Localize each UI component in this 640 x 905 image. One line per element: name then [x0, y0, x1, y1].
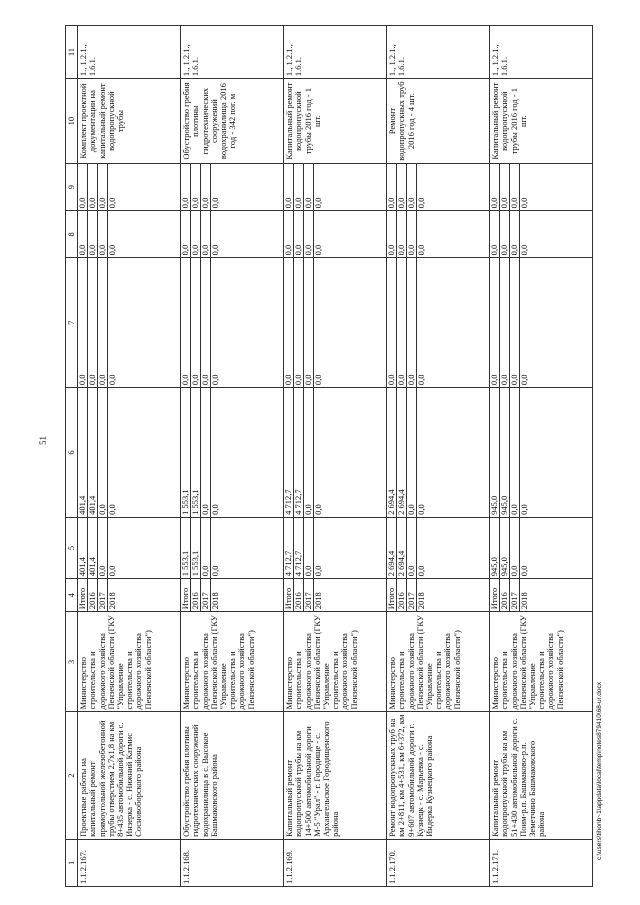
col7-values-value: 0,0 — [416, 374, 427, 386]
col9-values-value: 0,0 — [181, 164, 191, 210]
header-col-3: 3 — [66, 612, 78, 712]
table-row — [490, 26, 593, 887]
col8-values-value: 0,0 — [510, 211, 520, 257]
col8-values-value: 0,0 — [78, 211, 88, 257]
years — [387, 579, 490, 612]
col7-values-value: 0,0 — [500, 258, 510, 387]
header-col-6: 6 — [66, 388, 78, 518]
col9-values — [78, 164, 181, 211]
table-body — [78, 26, 593, 887]
col9-values-value: 0,0 — [210, 197, 221, 209]
col8-values-value: 0,0 — [294, 211, 304, 257]
col9-values-value: 0,0 — [201, 164, 211, 210]
col7-values-value: 0,0 — [210, 374, 221, 386]
expected-result: Комплект проектной документации на капитальный ремонт водопропускной трубы — [78, 79, 181, 164]
col6-values — [284, 388, 387, 518]
col8-values-value: 0,0 — [387, 211, 397, 257]
col9-values-value: 0,0 — [387, 164, 397, 210]
col6-values — [78, 388, 181, 518]
col7-values-value: 0,0 — [98, 258, 108, 387]
header-col-4: 4 — [66, 579, 78, 612]
years — [284, 579, 387, 612]
col6-values-value: 401,4 — [88, 388, 98, 517]
col6-values-value: 4 712,7 — [284, 388, 294, 517]
responsible-org: Министерство строительства и дорожного хозяйства Пензенской области (ГКУ "Управление строительства и дорожного хозяйства Пензенской области") — [284, 612, 387, 712]
indicator-ref: 1., 1.2.1., 1.6.1. — [78, 26, 181, 79]
col5-values-value: 0,0 — [407, 518, 417, 578]
col6-values-value: 0,0 — [201, 388, 211, 517]
col7-values-value: 0,0 — [519, 374, 530, 386]
col8-values — [284, 211, 387, 258]
table-row — [78, 26, 181, 887]
years-value: 2018 — [519, 592, 530, 610]
col5-values-value: 0,0 — [210, 565, 221, 577]
years-value: 2018 — [313, 592, 324, 610]
col8-values-value: 0,0 — [181, 211, 191, 257]
col8-values — [181, 211, 284, 258]
col9-values — [490, 164, 593, 211]
col6-values-value: 1 553,1 — [191, 388, 201, 517]
col7-values-value: 0,0 — [181, 258, 191, 387]
col5-values-value: 0,0 — [107, 565, 118, 577]
col6-values-value: 4 712,7 — [294, 388, 304, 517]
col8-values-value: 0,0 — [304, 211, 314, 257]
col9-values-value: 0,0 — [519, 197, 530, 209]
col7-values-value: 0,0 — [88, 258, 98, 387]
header-col-8: 8 — [66, 211, 78, 258]
col8-values-value: 0,0 — [201, 211, 211, 257]
col6-values-value: 945,0 — [490, 388, 500, 517]
col9-values-value: 0,0 — [191, 164, 201, 210]
indicator-ref: 1., 1.2.1., 1.6.1. — [181, 26, 284, 79]
col5-values-value: 401,4 — [88, 518, 98, 578]
col7-values-value: 0,0 — [407, 258, 417, 387]
table-row — [284, 26, 387, 887]
years-value: 2018 — [107, 592, 118, 610]
col9-values — [284, 164, 387, 211]
years-value: 2016 — [500, 579, 510, 611]
col5-values-value: 945,0 — [490, 518, 500, 578]
years-value: Итого — [181, 579, 191, 611]
col8-values-value: 0,0 — [210, 244, 221, 256]
col6-values-value: 0,0 — [519, 504, 530, 515]
rotated-table-container — [65, 25, 586, 887]
years-value: 2017 — [98, 579, 108, 611]
col6-values-value: 0,0 — [210, 504, 221, 515]
col6-values — [387, 388, 490, 518]
years-value: 2016 — [397, 579, 407, 611]
program-table — [65, 25, 593, 887]
col9-values-value: 0,0 — [88, 164, 98, 210]
col5-values — [284, 517, 387, 578]
col5-values-value: 2 694,4 — [397, 518, 407, 578]
col9-values-value: 0,0 — [407, 164, 417, 210]
col7-values-value: 0,0 — [387, 258, 397, 387]
col8-values-value: 0,0 — [490, 211, 500, 257]
col8-values-value: 0,0 — [88, 211, 98, 257]
col6-values-value: 0,0 — [416, 504, 427, 515]
col9-values — [387, 164, 490, 211]
col9-values-value: 0,0 — [490, 164, 500, 210]
expected-result: Капитальный ремонт водопропускной трубы 2016 год - 1 шт. — [284, 79, 387, 164]
indicator-ref: 1., 1.2.1., 1.6.1. — [387, 26, 490, 79]
col5-values — [490, 517, 593, 578]
col7-values-value: 0,0 — [78, 258, 88, 387]
col7-values — [284, 258, 387, 388]
years-value: 2016 — [88, 579, 98, 611]
col8-values-value: 0,0 — [284, 211, 294, 257]
expected-result: Обустройство гребня плотины гидротехнических сооружений водохранилища 2016 год - 342 пог. м — [181, 79, 284, 164]
header-row — [66, 26, 78, 887]
years — [181, 579, 284, 612]
col9-values-value: 0,0 — [284, 164, 294, 210]
col5-values-value: 401,4 — [78, 518, 88, 578]
responsible-org: Министерство строительства и дорожного хозяйства Пензенской области (ГКУ "Управление строительства и дорожного хозяйства Пензенской области") — [78, 612, 181, 712]
col6-values-value: 0,0 — [98, 388, 108, 517]
years-value: 2018 — [416, 592, 427, 610]
col5-values-value: 2 694,4 — [387, 518, 397, 578]
expected-result: Капитальный ремонт водопропускной трубы 2016 год - 1 шт. — [490, 79, 593, 164]
activity-name: Ремонт водопропускных труб на км 2+811, км 4+531, км 6+372, км 9+607 автомобильной дороги г. Кузнецк - с. Марьевка - с. Индерка Кузнецкого района — [387, 712, 490, 839]
activity-name: Обустройство гребня плотины гидротехнических сооружений водохранилища в с. Высокое Башмаковского района — [181, 712, 284, 839]
row-number: 1.1.2.171. — [490, 839, 593, 886]
col6-values-value: 0,0 — [304, 388, 314, 517]
footer-file-path: c:\users\tihonb~1\appdata\local\temp\notes879410\68-ur.docx — [596, 682, 603, 860]
col5-values — [78, 517, 181, 578]
header-col-7: 7 — [66, 258, 78, 388]
col8-values — [490, 211, 593, 258]
col9-values-value: 0,0 — [304, 164, 314, 210]
col7-values — [78, 258, 181, 388]
years-value: 2017 — [304, 579, 314, 611]
col8-values-value: 0,0 — [191, 211, 201, 257]
col5-values-value: 0,0 — [304, 518, 314, 578]
col6-values — [490, 388, 593, 518]
col6-values-value: 401,4 — [78, 388, 88, 517]
col8-values-value: 0,0 — [407, 211, 417, 257]
col8-values-value: 0,0 — [397, 211, 407, 257]
indicator-ref: 1., 1.2.1., 1.6.1. — [490, 26, 593, 79]
col8-values — [387, 211, 490, 258]
header-col-11: 11 — [66, 26, 78, 79]
col7-values-value: 0,0 — [191, 258, 201, 387]
col9-values-value: 0,0 — [416, 197, 427, 209]
col5-values-value: 4 712,7 — [294, 518, 304, 578]
row-number: 1.1.2.168. — [181, 839, 284, 886]
col8-values-value: 0,0 — [313, 244, 324, 256]
col9-values-value: 0,0 — [98, 164, 108, 210]
col6-values-value: 0,0 — [313, 504, 324, 515]
col5-values — [181, 517, 284, 578]
col7-values-value: 0,0 — [510, 258, 520, 387]
indicator-ref: 1., 1.2.1., 1.6.1. — [284, 26, 387, 79]
years-value: 2018 — [210, 592, 221, 610]
col5-values-value: 1 553,1 — [181, 518, 191, 578]
col5-values-value: 0,0 — [416, 565, 427, 577]
col7-values-value: 0,0 — [284, 258, 294, 387]
years-value: Итого — [387, 579, 397, 611]
col8-values — [78, 211, 181, 258]
col7-values-value: 0,0 — [490, 258, 500, 387]
responsible-org: Министерство строительства и дорожного хозяйства Пензенской области (ГКУ "Управление строительства и дорожного хозяйства Пензенской области") — [181, 612, 284, 712]
col5-values-value: 4 712,7 — [284, 518, 294, 578]
col5-values-value: 0,0 — [510, 518, 520, 578]
col5-values-value: 0,0 — [519, 565, 530, 577]
col7-values — [490, 258, 593, 388]
header-col-9: 9 — [66, 164, 78, 211]
col5-values-value: 0,0 — [313, 565, 324, 577]
years — [78, 579, 181, 612]
years-value: 2016 — [191, 579, 201, 611]
col7-values — [387, 258, 490, 388]
activity-name: Капитальный ремонт водопропускной трубы на км 14+500 автомобильной дороги М-5 "Урал" - г. Городище - с. Архангельское Городищенского района — [284, 712, 387, 839]
col8-values-value: 0,0 — [519, 244, 530, 256]
col6-values-value: 945,0 — [500, 388, 510, 517]
col7-values-value: 0,0 — [107, 374, 118, 386]
table-row — [387, 26, 490, 887]
row-number: 1.1.2.169. — [284, 839, 387, 886]
col6-values-value: 0,0 — [107, 504, 118, 515]
col9-values-value: 0,0 — [107, 197, 118, 209]
activity-name: Проектные работы на капитальный ремонт прямоугольной железобетонной трубы отверстием 2,7х1,8 на км 8+435 автомобильной дороги с. Инзерка - с. Нижний Катмис Сосновоборского района — [78, 712, 181, 839]
row-number: 1.1.2.167. — [78, 839, 181, 886]
years-value: 2017 — [201, 579, 211, 611]
col8-values-value: 0,0 — [98, 211, 108, 257]
expected-result: Ремонт водопропускных труб 2016 год - 4 шт. — [387, 79, 490, 164]
col8-values-value: 0,0 — [416, 244, 427, 256]
col8-values-value: 0,0 — [107, 244, 118, 256]
row-number: 1.1.2.170. — [387, 839, 490, 886]
header-col-1: 1 — [66, 839, 78, 886]
col9-values-value: 0,0 — [313, 197, 324, 209]
col7-values-value: 0,0 — [397, 258, 407, 387]
col9-values-value: 0,0 — [397, 164, 407, 210]
col8-values-value: 0,0 — [500, 211, 510, 257]
table-row — [181, 26, 284, 887]
responsible-org: Министерство строительства и дорожного хозяйства Пензенской области (ГКУ "Управление строительства и дорожного хозяйства Пензенской области") — [490, 612, 593, 712]
years — [490, 579, 593, 612]
years-value: 2016 — [294, 579, 304, 611]
header-col-10: 10 — [66, 79, 78, 164]
header-col-2: 2 — [66, 712, 78, 839]
col9-values-value: 0,0 — [510, 164, 520, 210]
col7-values-value: 0,0 — [313, 374, 324, 386]
col9-values-value: 0,0 — [78, 164, 88, 210]
col5-values — [387, 517, 490, 578]
col7-values-value: 0,0 — [304, 258, 314, 387]
col9-values — [181, 164, 284, 211]
responsible-org: Министерство строительства и дорожного хозяйства Пензенской области (ГКУ "Управление строительства и дорожного хозяйства Пензенской области") — [387, 612, 490, 712]
years-value: 2017 — [510, 579, 520, 611]
years-value: 2017 — [407, 579, 417, 611]
col6-values-value: 0,0 — [407, 388, 417, 517]
years-value: Итого — [490, 579, 500, 611]
col5-values-value: 945,0 — [500, 518, 510, 578]
col7-values-value: 0,0 — [294, 258, 304, 387]
col9-values-value: 0,0 — [500, 164, 510, 210]
page-number: 51 — [38, 436, 48, 445]
col7-values-value: 0,0 — [201, 258, 211, 387]
col6-values-value: 2 694,4 — [397, 388, 407, 517]
col6-values-value: 0,0 — [510, 388, 520, 517]
years-value: Итого — [284, 579, 294, 611]
col5-values-value: 0,0 — [201, 518, 211, 578]
years-value: Итого — [78, 579, 88, 611]
col9-values-value: 0,0 — [294, 164, 304, 210]
col5-values-value: 0,0 — [98, 518, 108, 578]
col6-values-value: 2 694,4 — [387, 388, 397, 517]
col6-values — [181, 388, 284, 518]
header-col-5: 5 — [66, 517, 78, 578]
col5-values-value: 1 553,1 — [191, 518, 201, 578]
col6-values-value: 1 553,1 — [181, 388, 191, 517]
col7-values — [181, 258, 284, 388]
activity-name: Капитальный ремонт водопропускной трубы на км 51+430 автомобильной дороги с. Поим-р.п. Башмаково-р.п. Земетчино Башмаковского района — [490, 712, 593, 839]
